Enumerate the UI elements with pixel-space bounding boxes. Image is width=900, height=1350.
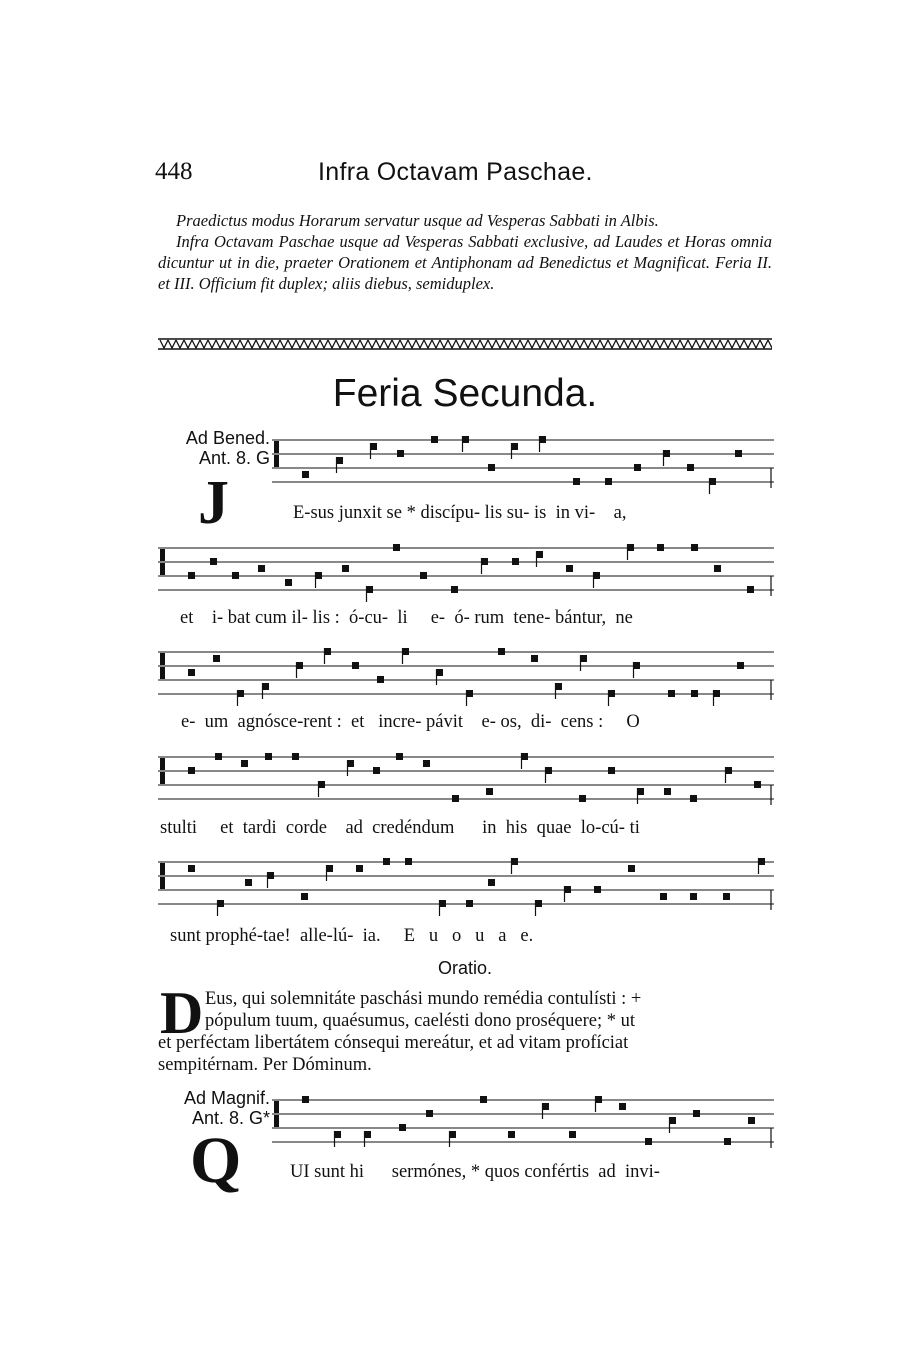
antiphon2-label bbox=[150, 1088, 270, 1128]
lyrics-line-5: sunt prophé-tae! alle-lú- ia. E u o u a e. bbox=[170, 926, 534, 946]
ornamental-rule bbox=[158, 336, 772, 352]
staff-5 bbox=[158, 848, 774, 918]
lyrics-line-2: et i- bat cum il- lis : ó-cu- li e- ó- rum tene- bántur, ne bbox=[180, 608, 633, 628]
oratio-initial: D bbox=[160, 980, 204, 1046]
oratio-line-4: sempitérnam. Per Dóminum. bbox=[158, 1055, 372, 1075]
lyrics-line-4: stulti et tardi corde ad credéndum in his quae lo-cú- ti bbox=[160, 818, 640, 838]
staff-3 bbox=[158, 638, 774, 708]
rubric bbox=[158, 210, 772, 294]
rubric-paragraph-2: Infra Octavam Paschae usque ad Vesperas Sabbati exclusive, ad Laudes et Horas omnia dicuntur ut in die, praeter Orationem et Antiphonam ad Benedictus et Magnificat. Feria II. et III. Officium fit duplex; aliis diebus, semiduplex. bbox=[158, 232, 772, 293]
antiphon1-initial: J bbox=[198, 469, 229, 537]
oratio-line-1: Eus, qui solemnitáte paschási mundo remédia contulísti : + bbox=[205, 989, 642, 1009]
oratio-line-3: et perféctam libertátem cónsequi mereátur, et ad vitam profíciat bbox=[158, 1033, 629, 1053]
staff-1 bbox=[272, 426, 774, 496]
staff-6 bbox=[272, 1086, 774, 1156]
feast-title: Feria Secunda. bbox=[332, 372, 598, 415]
staff-4 bbox=[158, 743, 774, 813]
lyrics-line-3: e- um agnósce-rent : et incre- pávit e- os, di- cens : O bbox=[181, 712, 640, 732]
antiphon1-label-line2: Ant. 8. G bbox=[198, 448, 270, 468]
antiphon2-lyrics: UI sunt hi sermónes, * quos confértis ad invi- bbox=[290, 1162, 660, 1182]
running-title: Infra Octavam Paschae. bbox=[318, 158, 593, 186]
antiphon2-initial: Q bbox=[190, 1124, 242, 1197]
lyrics-line-1: E-sus junxit se * discípu- lis su- is in vi- a, bbox=[293, 503, 627, 523]
oratio-heading: Oratio. bbox=[437, 958, 493, 978]
oratio-line-2: pópulum tuum, quaésumus, caelésti dono proséquere; * ut bbox=[205, 1011, 636, 1031]
antiphon2-label-line2: Ant. 8. G* bbox=[191, 1108, 270, 1128]
antiphon1-label bbox=[150, 428, 270, 468]
rubric-line-1: Praedictus modus Horarum servatur usque ad Vesperas Sabbati in Albis. bbox=[176, 211, 659, 230]
antiphon1-label-line1: Ad Bened. bbox=[185, 428, 270, 448]
antiphon2-label-line1: Ad Magnif. bbox=[183, 1088, 270, 1108]
page-number: 448 bbox=[155, 158, 193, 185]
staff-2 bbox=[158, 534, 774, 604]
